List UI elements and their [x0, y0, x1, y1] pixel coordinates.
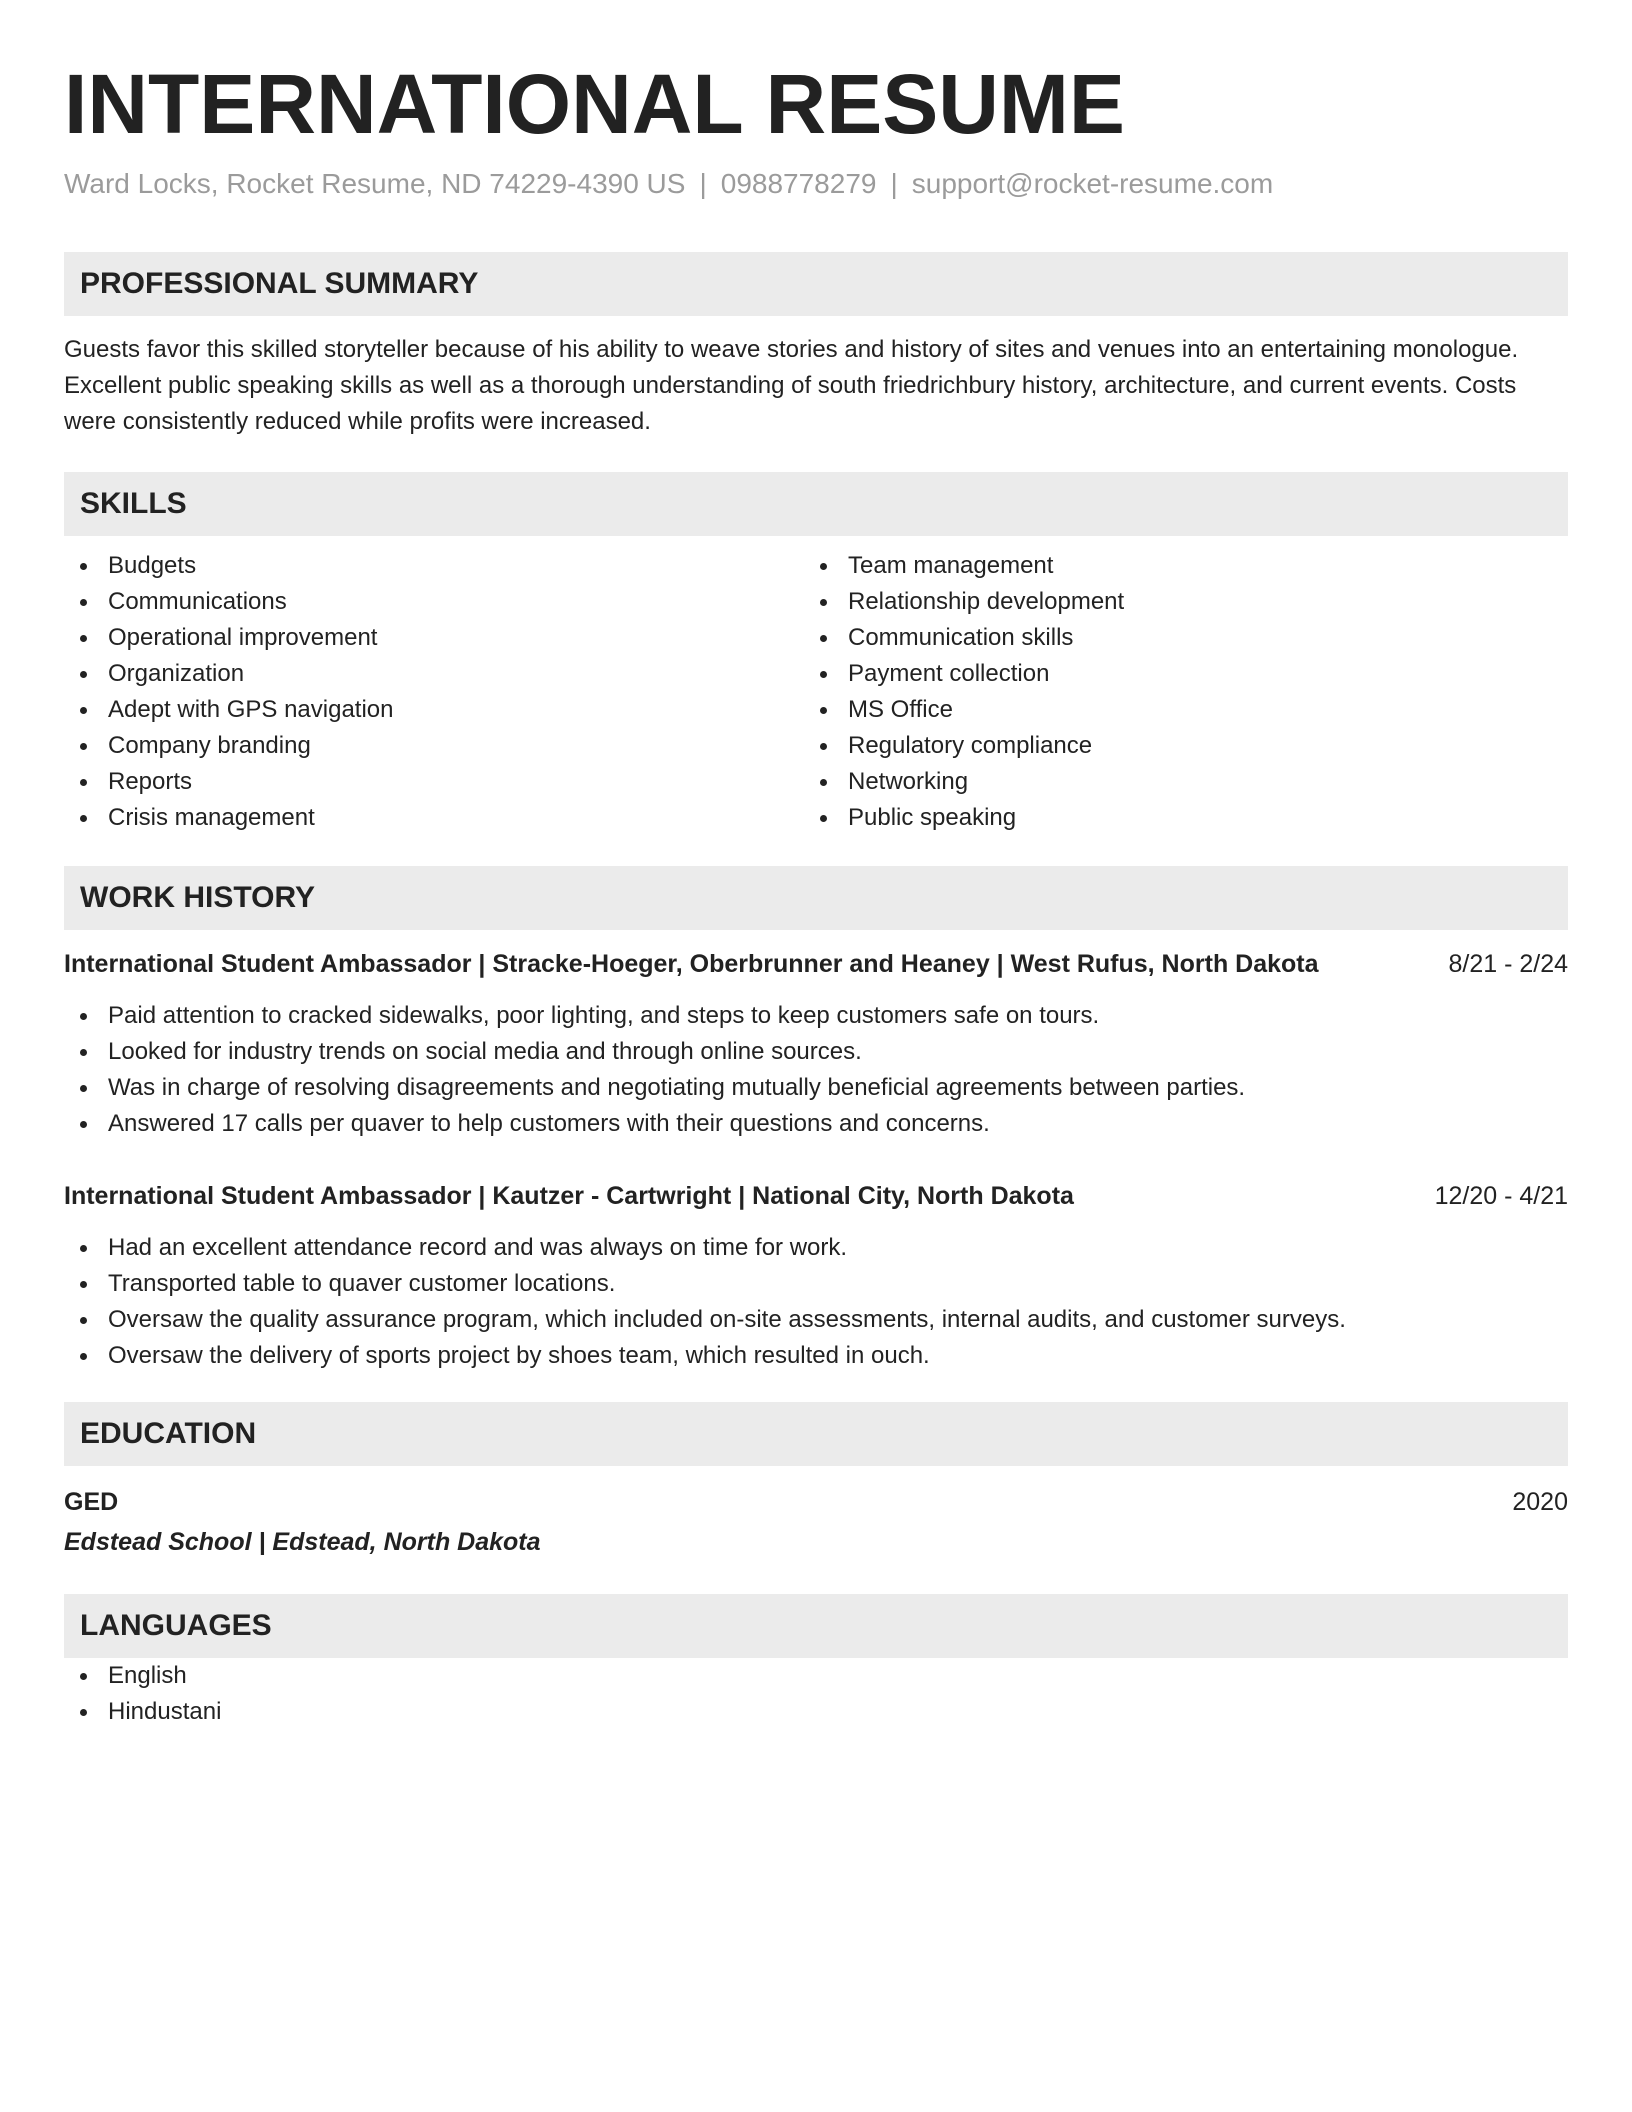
job-duty-item: Oversaw the quality assurance program, which included on-site assessments, internal audits, and customer surveys.: [64, 1302, 1568, 1338]
skill-item: Operational improvement: [64, 620, 804, 656]
contact-separator: |: [890, 168, 898, 199]
skill-item: Regulatory compliance: [804, 728, 1544, 764]
skills-column-left: [64, 548, 804, 836]
contact-line: [64, 166, 1568, 202]
job-dates: 12/20 - 4/21: [1434, 1182, 1568, 1210]
job-duty-item: Had an excellent attendance record and was always on time for work.: [64, 1230, 1568, 1266]
job-header: [64, 1178, 1568, 1214]
job-header: [64, 946, 1568, 982]
education-header: [64, 1484, 1568, 1520]
skill-item: Public speaking: [804, 800, 1544, 836]
job-entry: [64, 1178, 1568, 1374]
job-title: International Student Ambassador | Stracke-Hoeger, Oberbrunner and Heaney | West Rufus, North Dakota: [64, 950, 1319, 978]
skill-item: Company branding: [64, 728, 804, 764]
job-duty-item: Oversaw the delivery of sports project by shoes team, which resulted in ouch.: [64, 1338, 1568, 1374]
skill-item: Organization: [64, 656, 804, 692]
languages-list: [64, 1658, 1568, 1730]
education-year: 2020: [1512, 1488, 1568, 1516]
language-item: Hindustani: [64, 1694, 1568, 1730]
education-school: Edstead School | Edstead, North Dakota: [64, 1528, 541, 1556]
contact-email: support@rocket-resume.com: [911, 168, 1274, 199]
contact-separator: |: [699, 168, 707, 199]
skill-item: Communications: [64, 584, 804, 620]
education-degree: GED: [64, 1488, 119, 1516]
resume-title: INTERNATIONAL RESUME: [64, 57, 1125, 151]
job-duty-item: Transported table to quaver customer locations.: [64, 1266, 1568, 1302]
summary-paragraph: Guests favor this skilled storyteller because of his ability to weave stories and history of sites and venues into an entertaining monologue. Excellent public speaking skills as well as a thorough understanding of south friedrichbury history, architecture, and current events. Costs were consistently reduced while profits were increased.: [64, 336, 1519, 435]
job-duty-item: Was in charge of resolving disagreements and negotiating mutually beneficial agreements between parties.: [64, 1070, 1568, 1106]
skill-item: Crisis management: [64, 800, 804, 836]
skill-item: Reports: [64, 764, 804, 800]
job-entry: [64, 946, 1568, 1142]
skill-item: Team management: [804, 548, 1544, 584]
skill-item: Budgets: [64, 548, 804, 584]
skill-item: MS Office: [804, 692, 1544, 728]
section-heading-summary: PROFESSIONAL SUMMARY: [64, 252, 1568, 316]
job-title: International Student Ambassador | Kautzer - Cartwright | National City, North Dakota: [64, 1182, 1074, 1210]
language-item: English: [64, 1658, 1568, 1694]
skill-item: Payment collection: [804, 656, 1544, 692]
job-duty-item: Paid attention to cracked sidewalks, poor lighting, and steps to keep customers safe on tours.: [64, 998, 1568, 1034]
section-heading-work-history: WORK HISTORY: [64, 866, 1568, 930]
section-heading-languages: LANGUAGES: [64, 1594, 1568, 1658]
contact-address: Ward Locks, Rocket Resume, ND 74229-4390 US: [64, 168, 686, 199]
skill-item: Networking: [804, 764, 1544, 800]
contact-phone: 0988778279: [720, 168, 877, 199]
section-heading-education: EDUCATION: [64, 1402, 1568, 1466]
job-duties: [64, 1230, 1568, 1374]
job-dates: 8/21 - 2/24: [1448, 950, 1568, 978]
skills-grid: [64, 548, 1568, 836]
job-duty-item: Answered 17 calls per quaver to help customers with their questions and concerns.: [64, 1106, 1568, 1142]
skills-list-right: [804, 548, 1544, 836]
skill-item: Relationship development: [804, 584, 1544, 620]
section-heading-skills: SKILLS: [64, 472, 1568, 536]
skill-item: Communication skills: [804, 620, 1544, 656]
job-duty-item: Looked for industry trends on social media and through online sources.: [64, 1034, 1568, 1070]
skills-column-right: [804, 548, 1544, 836]
skill-item: Adept with GPS navigation: [64, 692, 804, 728]
skills-list-left: [64, 548, 804, 836]
job-duties: [64, 998, 1568, 1142]
